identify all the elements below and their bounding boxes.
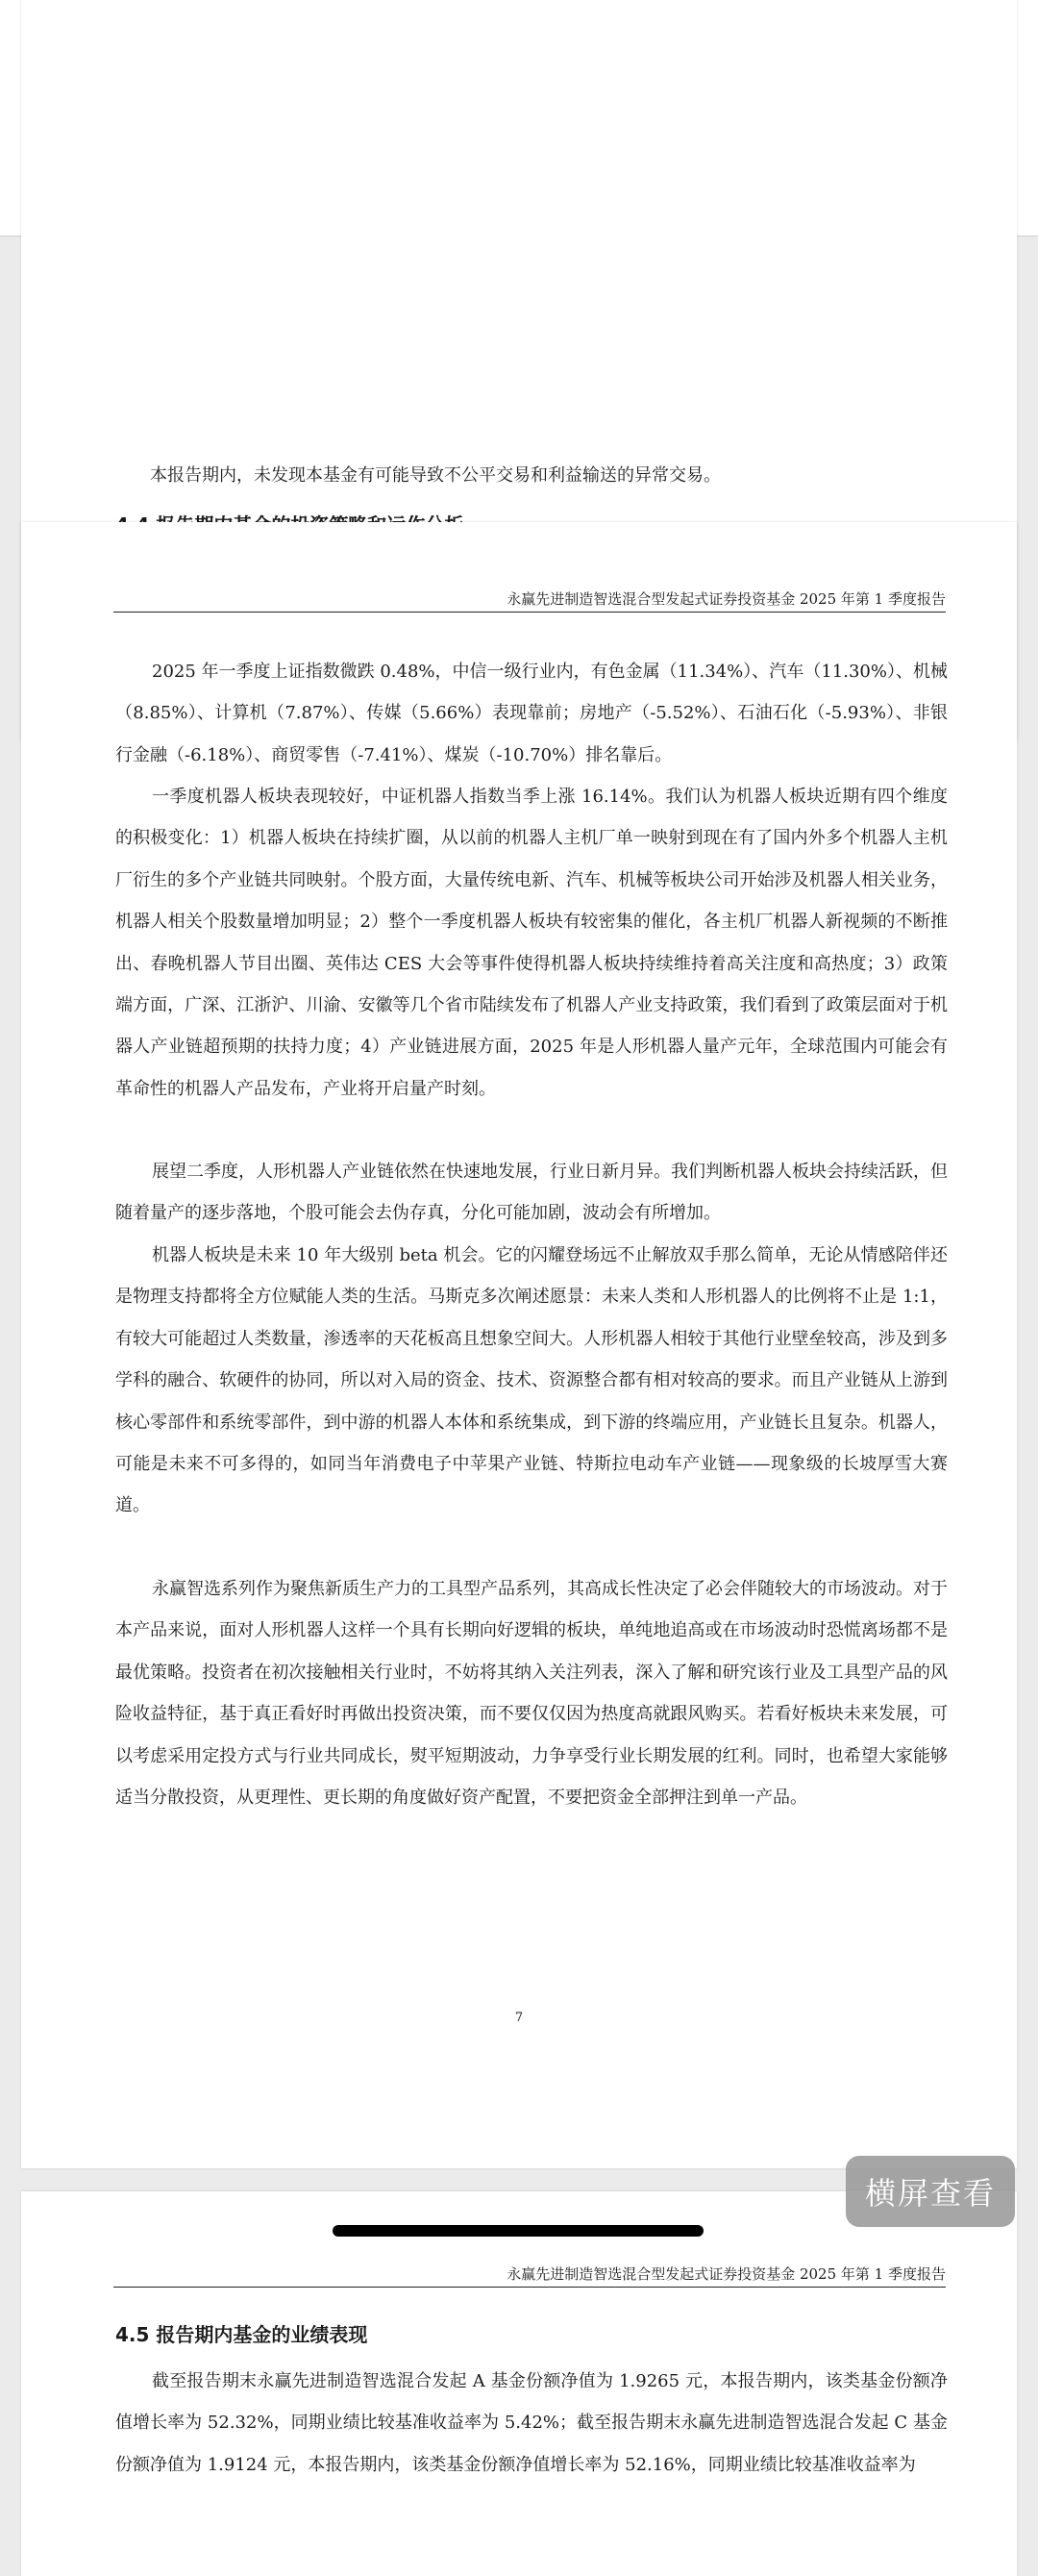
page-number: 7 (514, 2011, 524, 2025)
page-6-top-line: 本报告期内，未发现本基金有可能导致不公平交易和利益输送的异常交易。 (150, 465, 721, 486)
document-page-7 (21, 522, 1017, 2168)
paragraph-3: 展望二季度，人形机器人产业链依然在快速地发展，行业日新月异。我们判断机器人板块会持续活跃，但随着量产的逐步落地，个股可能会去伪存真，分化可能加剧，波动会有所增加。 (115, 1162, 948, 1224)
home-indicator[interactable] (333, 2225, 704, 2237)
paragraph-2: 一季度机器人板块表现较好，中证机器人指数当季上涨 16.14%。我们认为机器人板块近期有四个维度的积极变化：1）机器人板块在持续扩圈，从以前的机器人主机厂单一映射到现在有了国内外多个机器人主机厂衍生的多个产业链共同映射。个股方面，大量传统电新、汽车、机械等板块公司开始涉及机器人相关业务，机器人相关个股数量增加明显；2）整个一季度机器人板块有较密集的催化，各主机厂机器人新视频的不断推出、春晚机器人节目出圈、英伟达 CES 大会等事件使得机器人板块持续维持着高关注度和高热度；3）政策端方面，广深、江浙沪、川渝、安徽等几个省市陆续发布了机器人产业支持政策，我们看到了政策层面对于机器人产业链超预期的扶持力度；4）产业链进展方面，2025 年是人形机器人量产元年，全球范围内可能会有革命性的机器人产品发布，产业将开启量产时刻。 (115, 787, 948, 1099)
paragraph-1: 2025 年一季度上证指数微跌 0.48%，中信一级行业内，有色金属（11.34%）、汽车（11.30%）、机械（8.85%）、计算机（7.87%）、传媒（5.66%）表现靠前；房地产（-5.52%）、石油石化（-5.93%）、非银行金融（-6.18%）、商贸零售（-7.41%）、煤炭（-10.70%）排名靠后。 (115, 662, 948, 765)
paragraph-5: 永赢智选系列作为聚焦新质生产力的工具型产品系列，其高成长性决定了必会伴随较大的市场波动。对于本产品来说，面对人形机器人这样一个具有长期向好逻辑的板块，单纯地追高或在市场波动时恐慌离场都不是最优策略。投资者在初次接触相关行业时，不妨将其纳入关注列表，深入了解和研究该行业及工具型产品的风险收益特征，基于真正看好时再做出投资决策，而不要仅仅因为热度高就跟风购买。若看好板块未来发展，可以考虑采用定投方式与行业共同成长，熨平短期波动，力争享受行业长期发展的红利。同时，也希望大家能够适当分散投资，从更理性、更长期的角度做好资产配置，不要把资金全部押注到单一产品。 (115, 1579, 948, 1809)
paragraph-4: 机器人板块是未来 10 年大级别 beta 机会。它的闪耀登场远不止解放双手那么简单，无论从情感陪伴还是物理支持都将全方位赋能人类的生活。马斯克多次阐述愿景：未来人类和人形机器人的比例将不止是 1:1，有较大可能超过人类数量，渗透率的天花板高且想象空间大。人形机器人相较于其他行业壁垒较高，涉及到多学科的融合、软硬件的协同，所以对入局的资金、技术、资源整合都有相对较高的要求。而且产业链从上游到核心零部件和系统零部件，到中游的机器人本体和系统集成，到下游的终端应用，产业链长且复杂。机器人，可能是未来不可多得的，如同当年消费电子中苹果产业链、特斯拉电动车产业链——现象级的长坡厚雪大赛道。 (115, 1245, 948, 1516)
performance-paragraph: 截至报告期末永赢先进制造智选混合发起 A 基金份额净值为 1.9265 元，本报告期内，该类基金份额净值增长率为 52.32%，同期业绩比较基准收益率为 5.42%；截至报告期末永赢先进制造智选混合发起 C 基金份额净值为 1.9124 元，本报告期内，该类基金份额净值增长率为 52.16%，同期业绩比较基准收益率为 (115, 2371, 948, 2475)
section-heading-4-5: 4.5 报告期内基金的业绩表现 (115, 2323, 368, 2346)
running-header: 永赢先进制造智选混合型发起式证券投资基金 2025 年第 1 季度报告 (113, 2264, 946, 2288)
document-viewer[interactable] (0, 238, 1038, 2475)
running-header: 永赢先进制造智选混合型发起式证券投资基金 2025 年第 1 季度报告 (113, 589, 946, 613)
landscape-view-button[interactable]: 横屏查看 (846, 2156, 1015, 2227)
document-page-8 (21, 2191, 1017, 2576)
